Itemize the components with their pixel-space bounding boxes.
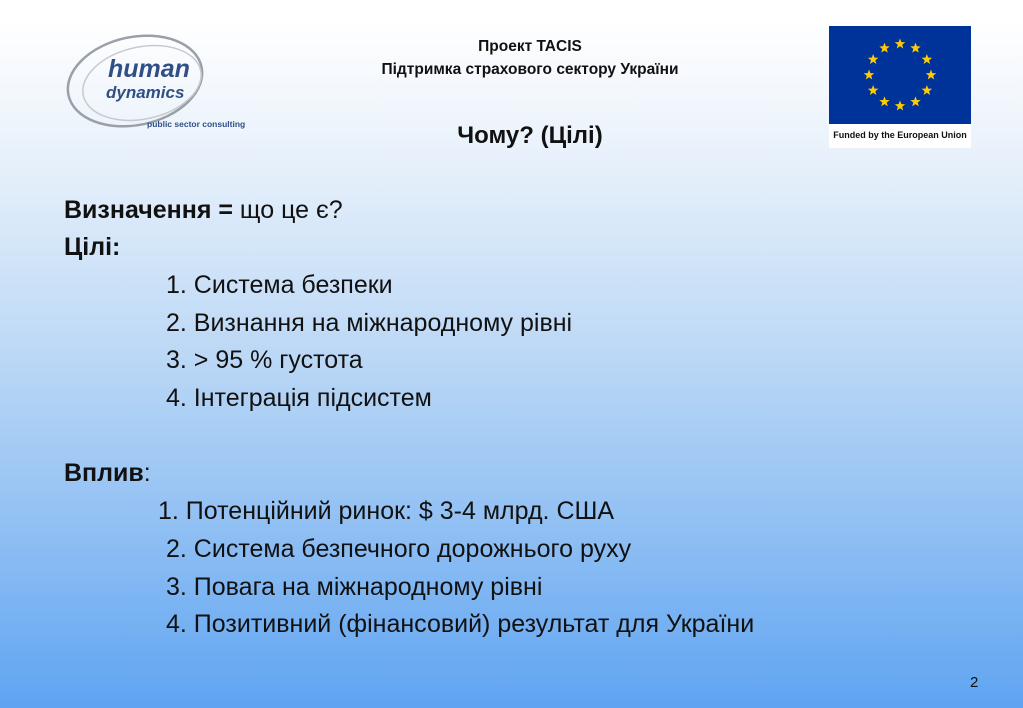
goal-item: 4. Інтеграція підсистем: [166, 384, 432, 412]
goal-item: 1. Система безпеки: [166, 271, 393, 299]
logo-tagline: public sector consulting: [147, 119, 246, 129]
page-number: 2: [970, 674, 979, 691]
header-project: Проект TACIS: [478, 38, 582, 55]
header-subtitle: Підтримка страхового сектору України: [381, 61, 679, 78]
impact-item: 1. Потенційний ринок: $ 3-4 млрд. США: [158, 497, 615, 525]
impact-item: 3. Повага на міжнародному рівні: [166, 573, 543, 601]
slide-title: Чому? (Цілі): [457, 122, 603, 149]
definition-line: [64, 196, 343, 225]
eu-flag-icon: [829, 26, 971, 126]
impact-label: Вплив: [64, 459, 144, 487]
human-dynamics-logo-graphic: [60, 33, 260, 133]
goal-item: 3. > 95 % густота: [166, 346, 363, 374]
impact-item: 4. Позитивний (фінансовий) результат для України: [166, 610, 755, 638]
impact-item: 2. Система безпечного дорожнього руху: [166, 535, 632, 563]
definition-label: Визначення =: [64, 196, 233, 224]
human-dynamics-logo: [60, 33, 260, 133]
logo-word-human: human: [108, 55, 190, 83]
impact-line: [64, 459, 151, 488]
goal-item: 2. Визнання на міжнародному рівні: [166, 309, 573, 337]
definition-text: що це є?: [232, 196, 343, 224]
eu-logo: [829, 26, 971, 148]
header: [300, 35, 760, 81]
impact-colon: :: [143, 459, 151, 487]
logo-word-dynamics: dynamics: [106, 83, 185, 102]
eu-caption: Funded by the European Union: [833, 130, 967, 140]
goals-label: Цілі:: [64, 233, 121, 261]
